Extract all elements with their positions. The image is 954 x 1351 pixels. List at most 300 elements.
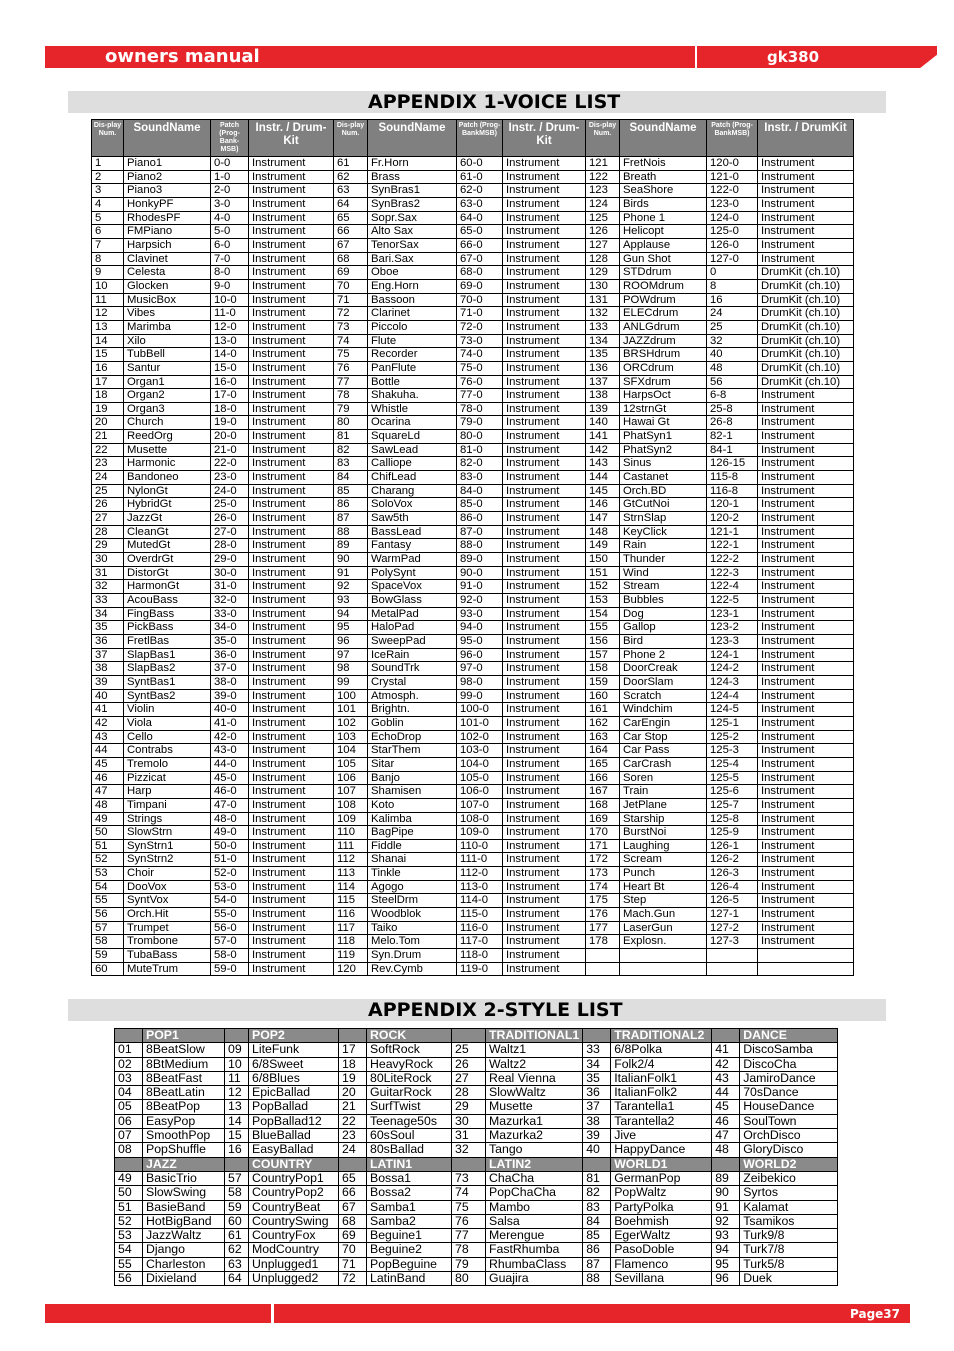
patch-cell: 93-0: [457, 607, 503, 621]
patch-cell: 125-8: [707, 812, 758, 826]
display-num-cell: 140: [586, 416, 620, 430]
patch-cell: 113-0: [457, 880, 503, 894]
instr-cell: Instrument: [503, 553, 586, 567]
sound-name-cell: ROOMdrum: [620, 279, 707, 293]
voice-row: [92, 170, 854, 184]
style-name-cell: CountryBeat: [249, 1200, 339, 1214]
patch-cell: [707, 949, 758, 963]
style-name-cell: ItalianFolk2: [611, 1086, 712, 1100]
sound-name-cell: Shanai: [368, 853, 457, 867]
sound-name-cell: SyntVox: [124, 894, 211, 908]
style-category-header: DANCE: [740, 1029, 838, 1043]
display-num-cell: 6: [92, 225, 124, 239]
style-name-cell: Teenage50s: [367, 1114, 452, 1128]
display-num-cell: 159: [586, 675, 620, 689]
display-num-cell: 149: [586, 539, 620, 553]
instr-cell: Instrument: [503, 894, 586, 908]
display-num-cell: 156: [586, 634, 620, 648]
patch-cell: 127-3: [707, 935, 758, 949]
style-row: [115, 1129, 838, 1143]
sound-name-cell: PickBass: [124, 621, 211, 635]
style-num-cell: 92: [712, 1214, 740, 1228]
sound-name-cell: Strings: [124, 812, 211, 826]
style-name-cell: Charleston: [143, 1257, 225, 1271]
instr-cell: Instrument: [249, 293, 334, 307]
style-name-cell: DiscoCha: [740, 1057, 838, 1071]
display-num-cell: 144: [586, 471, 620, 485]
patch-cell: 70-0: [457, 293, 503, 307]
style-num-cell: 49: [115, 1171, 143, 1185]
sound-name-cell: ReedOrg: [124, 430, 211, 444]
sound-name-cell: Recorder: [368, 348, 457, 362]
instr-cell: Instrument: [249, 744, 334, 758]
patch-cell: 92-0: [457, 594, 503, 608]
display-num-cell: 148: [586, 525, 620, 539]
patch-cell: 27-0: [211, 525, 249, 539]
style-name-cell: PopChaCha: [486, 1186, 583, 1200]
display-num-cell: 21: [92, 430, 124, 444]
sound-name-cell: Harp: [124, 785, 211, 799]
display-num-cell: 54: [92, 880, 124, 894]
sound-name-cell: SlapBas2: [124, 662, 211, 676]
style-num-cell: 04: [115, 1086, 143, 1100]
sound-name-cell: SpaceVox: [368, 580, 457, 594]
style-name-cell: Folk2/4: [611, 1057, 712, 1071]
instr-cell: Instrument: [758, 157, 854, 171]
patch-cell: 125-0: [707, 225, 758, 239]
style-num-header: [712, 1157, 740, 1171]
style-num-cell: 03: [115, 1071, 143, 1085]
patch-cell: 18-0: [211, 402, 249, 416]
instr-cell: Instrument: [249, 935, 334, 949]
appendix2-title: APPENDIX 2-STYLE LIST: [368, 999, 623, 1021]
footer-bar: [45, 1304, 910, 1323]
sound-name-cell: POWdrum: [620, 293, 707, 307]
voice-row: [92, 225, 854, 239]
instr-cell: Instrument: [503, 634, 586, 648]
patch-cell: 118-0: [457, 949, 503, 963]
voice-row: [92, 867, 854, 881]
voice-row: [92, 839, 854, 853]
display-num-cell: 64: [334, 197, 368, 211]
voice-row: [92, 730, 854, 744]
instr-cell: Instrument: [503, 416, 586, 430]
display-num-cell: 103: [334, 730, 368, 744]
instr-cell: Instrument: [249, 716, 334, 730]
instr-cell: Instrument: [758, 935, 854, 949]
sound-name-cell: Castanet: [620, 471, 707, 485]
display-num-cell: 131: [586, 293, 620, 307]
sound-name-cell: Laughing: [620, 839, 707, 853]
display-num-cell: 170: [586, 826, 620, 840]
instr-cell: Instrument: [503, 197, 586, 211]
display-num-cell: 70: [334, 279, 368, 293]
sound-name-cell: Xilo: [124, 334, 211, 348]
patch-cell: 122-0: [707, 184, 758, 198]
instr-cell: Instrument: [758, 389, 854, 403]
instr-cell: [758, 949, 854, 963]
patch-cell: 123-2: [707, 621, 758, 635]
display-num-cell: [586, 962, 620, 976]
style-num-cell: 38: [583, 1114, 611, 1128]
patch-cell: 30-0: [211, 566, 249, 580]
patch-cell: 40: [707, 348, 758, 362]
patch-cell: 24: [707, 307, 758, 321]
style-num-header: [225, 1157, 249, 1171]
patch-cell: 125-7: [707, 798, 758, 812]
style-name-cell: SoftRock: [367, 1043, 452, 1057]
style-name-cell: 80sBallad: [367, 1143, 452, 1157]
patch-cell: 32: [707, 334, 758, 348]
style-num-cell: 07: [115, 1129, 143, 1143]
display-num-cell: 29: [92, 539, 124, 553]
sound-name-cell: Sopr.Sax: [368, 211, 457, 225]
style-num-cell: 05: [115, 1100, 143, 1114]
patch-cell: 120-2: [707, 512, 758, 526]
patch-cell: 52-0: [211, 867, 249, 881]
sound-name-cell: ANLGdrum: [620, 320, 707, 334]
instr-cell: Instrument: [249, 498, 334, 512]
style-row: [115, 1243, 838, 1257]
instr-cell: Instrument: [503, 921, 586, 935]
sound-name-cell: Cello: [124, 730, 211, 744]
sound-name-cell: Gun Shot: [620, 252, 707, 266]
instr-cell: DrumKit (ch.10): [758, 348, 854, 362]
sound-name-cell: [620, 949, 707, 963]
sound-name-cell: 12strnGt: [620, 402, 707, 416]
sound-name-cell: Bassoon: [368, 293, 457, 307]
voice-row: [92, 484, 854, 498]
instr-cell: DrumKit (ch.10): [758, 375, 854, 389]
style-name-cell: Django: [143, 1243, 225, 1257]
voice-row: [92, 634, 854, 648]
display-num-cell: 120: [334, 962, 368, 976]
sound-name-cell: SoundTrk: [368, 662, 457, 676]
instr-cell: Instrument: [249, 853, 334, 867]
sound-name-cell: Fiddle: [368, 839, 457, 853]
sound-name-cell: Bird: [620, 634, 707, 648]
instr-cell: Instrument: [758, 648, 854, 662]
style-num-cell: 44: [712, 1086, 740, 1100]
display-num-cell: 91: [334, 566, 368, 580]
style-name-cell: 70sDance: [740, 1086, 838, 1100]
style-num-cell: 25: [452, 1043, 486, 1057]
instr-cell: Instrument: [249, 771, 334, 785]
style-num-cell: 73: [452, 1171, 486, 1185]
display-num-cell: 164: [586, 744, 620, 758]
style-num-cell: 75: [452, 1200, 486, 1214]
sound-name-cell: Atmosph.: [368, 689, 457, 703]
patch-cell: 126-1: [707, 839, 758, 853]
display-num-cell: 25: [92, 484, 124, 498]
style-num-cell: 69: [339, 1229, 367, 1243]
patch-cell: 74-0: [457, 348, 503, 362]
display-num-cell: 77: [334, 375, 368, 389]
style-row: [115, 1143, 838, 1157]
sound-name-cell: Harpsich: [124, 238, 211, 252]
style-num-cell: 90: [712, 1186, 740, 1200]
patch-cell: 56: [707, 375, 758, 389]
display-num-cell: 129: [586, 266, 620, 280]
display-num-cell: 13: [92, 320, 124, 334]
instr-cell: Instrument: [249, 867, 334, 881]
sound-name-cell: TubBell: [124, 348, 211, 362]
instr-cell: Instrument: [249, 812, 334, 826]
instr-cell: Instrument: [249, 826, 334, 840]
instr-cell: Instrument: [503, 498, 586, 512]
style-row: [115, 1114, 838, 1128]
patch-cell: 122-2: [707, 553, 758, 567]
style-num-cell: 67: [339, 1200, 367, 1214]
sound-name-cell: CarEngin: [620, 716, 707, 730]
display-num-cell: 106: [334, 771, 368, 785]
appendix1-title-bar: [68, 91, 886, 113]
instr-cell: DrumKit (ch.10): [758, 334, 854, 348]
style-name-cell: CountryFox: [249, 1229, 339, 1243]
patch-cell: 26-8: [707, 416, 758, 430]
sound-name-cell: SweepPad: [368, 634, 457, 648]
style-num-cell: 61: [225, 1229, 249, 1243]
header-sound-name: SoundName: [368, 120, 457, 157]
style-name-cell: BasieBand: [143, 1200, 225, 1214]
style-num-cell: 37: [583, 1100, 611, 1114]
instr-cell: Instrument: [249, 471, 334, 485]
style-name-cell: FastRhumba: [486, 1243, 583, 1257]
instr-cell: Instrument: [758, 430, 854, 444]
instr-cell: Instrument: [249, 908, 334, 922]
display-num-cell: 10: [92, 279, 124, 293]
style-category-header: POP2: [249, 1029, 339, 1043]
style-name-cell: LatinBand: [367, 1272, 452, 1286]
voice-row: [92, 375, 854, 389]
patch-cell: 116-0: [457, 921, 503, 935]
style-num-cell: 15: [225, 1129, 249, 1143]
sound-name-cell: Fr.Horn: [368, 157, 457, 171]
style-name-cell: Waltz2: [486, 1057, 583, 1071]
display-num-cell: 50: [92, 826, 124, 840]
style-name-cell: PasoDoble: [611, 1243, 712, 1257]
patch-cell: 80-0: [457, 430, 503, 444]
sound-name-cell: Sitar: [368, 757, 457, 771]
sound-name-cell: FingBass: [124, 607, 211, 621]
instr-cell: Instrument: [503, 867, 586, 881]
sound-name-cell: Birds: [620, 197, 707, 211]
display-num-cell: 166: [586, 771, 620, 785]
style-num-cell: 43: [712, 1071, 740, 1085]
sound-name-cell: Piano2: [124, 170, 211, 184]
style-name-cell: HappyDance: [611, 1143, 712, 1157]
voice-row: [92, 853, 854, 867]
sound-name-cell: Car Pass: [620, 744, 707, 758]
sound-name-cell: CleanGt: [124, 525, 211, 539]
style-num-cell: 23: [339, 1129, 367, 1143]
sound-name-cell: Car Stop: [620, 730, 707, 744]
sound-name-cell: Clavinet: [124, 252, 211, 266]
display-num-cell: 66: [334, 225, 368, 239]
instr-cell: Instrument: [249, 962, 334, 976]
style-name-cell: Turk9/8: [740, 1229, 838, 1243]
instr-cell: Instrument: [503, 389, 586, 403]
style-name-cell: SoulTown: [740, 1114, 838, 1128]
patch-cell: 95-0: [457, 634, 503, 648]
display-num-cell: 82: [334, 443, 368, 457]
instr-cell: Instrument: [758, 921, 854, 935]
sound-name-cell: LaserGun: [620, 921, 707, 935]
display-num-cell: 42: [92, 716, 124, 730]
sound-name-cell: RhodesPF: [124, 211, 211, 225]
display-num-cell: 167: [586, 785, 620, 799]
style-num-cell: 08: [115, 1143, 143, 1157]
display-num-cell: 55: [92, 894, 124, 908]
display-num-cell: 47: [92, 785, 124, 799]
style-name-cell: LiteFunk: [249, 1043, 339, 1057]
instr-cell: Instrument: [503, 238, 586, 252]
patch-cell: 78-0: [457, 402, 503, 416]
patch-cell: 28-0: [211, 539, 249, 553]
display-num-cell: 51: [92, 839, 124, 853]
instr-cell: Instrument: [249, 252, 334, 266]
instr-cell: Instrument: [249, 949, 334, 963]
style-num-cell: 81: [583, 1171, 611, 1185]
patch-cell: 126-5: [707, 894, 758, 908]
display-num-cell: 72: [334, 307, 368, 321]
instr-cell: Instrument: [503, 539, 586, 553]
instr-cell: Instrument: [758, 512, 854, 526]
patch-cell: 126-15: [707, 457, 758, 471]
instr-cell: Instrument: [758, 908, 854, 922]
instr-cell: Instrument: [503, 157, 586, 171]
display-num-cell: 40: [92, 689, 124, 703]
style-num-cell: 50: [115, 1186, 143, 1200]
instr-cell: Instrument: [503, 607, 586, 621]
sound-name-cell: JetPlane: [620, 798, 707, 812]
instr-cell: Instrument: [249, 703, 334, 717]
instr-cell: Instrument: [249, 266, 334, 280]
style-num-cell: 09: [225, 1043, 249, 1057]
display-num-cell: 119: [334, 949, 368, 963]
instr-cell: Instrument: [249, 430, 334, 444]
patch-cell: 37-0: [211, 662, 249, 676]
style-name-cell: Flamenco: [611, 1257, 712, 1271]
display-num-cell: 30: [92, 553, 124, 567]
instr-cell: Instrument: [249, 648, 334, 662]
style-num-cell: 89: [712, 1171, 740, 1185]
display-num-cell: 138: [586, 389, 620, 403]
patch-cell: 124-0: [707, 211, 758, 225]
style-name-cell: PopBallad: [249, 1100, 339, 1114]
display-num-cell: 154: [586, 607, 620, 621]
display-num-cell: 177: [586, 921, 620, 935]
sound-name-cell: Sinus: [620, 457, 707, 471]
sound-name-cell: MusicBox: [124, 293, 211, 307]
voice-row: [92, 307, 854, 321]
voice-row: [92, 908, 854, 922]
header-divider: [695, 46, 697, 68]
patch-cell: 41-0: [211, 716, 249, 730]
patch-cell: 60-0: [457, 157, 503, 171]
patch-cell: 125-9: [707, 826, 758, 840]
sound-name-cell: Breath: [620, 170, 707, 184]
sound-name-cell: DistorGt: [124, 566, 211, 580]
display-num-cell: 15: [92, 348, 124, 362]
patch-cell: 47-0: [211, 798, 249, 812]
patch-cell: 109-0: [457, 826, 503, 840]
patch-cell: 53-0: [211, 880, 249, 894]
style-num-header: [583, 1029, 611, 1043]
patch-cell: 11-0: [211, 307, 249, 321]
sound-name-cell: Musette: [124, 443, 211, 457]
display-num-cell: 78: [334, 389, 368, 403]
instr-cell: Instrument: [249, 457, 334, 471]
display-num-cell: 123: [586, 184, 620, 198]
sound-name-cell: HonkyPF: [124, 197, 211, 211]
display-num-cell: 45: [92, 757, 124, 771]
patch-cell: 19-0: [211, 416, 249, 430]
display-num-cell: 124: [586, 197, 620, 211]
header-patch: Patch (Prog-BankMSB): [707, 120, 758, 157]
style-row: [115, 1200, 838, 1214]
voice-row: [92, 744, 854, 758]
display-num-cell: 94: [334, 607, 368, 621]
voice-row: [92, 471, 854, 485]
display-num-cell: 56: [92, 908, 124, 922]
style-name-cell: PartyPolka: [611, 1200, 712, 1214]
sound-name-cell: SlowStrn: [124, 826, 211, 840]
style-name-cell: PopWaltz: [611, 1186, 712, 1200]
display-num-cell: 90: [334, 553, 368, 567]
instr-cell: Instrument: [249, 416, 334, 430]
sound-name-cell: Saw5th: [368, 512, 457, 526]
patch-cell: 108-0: [457, 812, 503, 826]
voice-row: [92, 662, 854, 676]
voice-row: [92, 293, 854, 307]
style-num-cell: 51: [115, 1200, 143, 1214]
sound-name-cell: JAZZdrum: [620, 334, 707, 348]
style-num-header: [225, 1029, 249, 1043]
style-name-cell: HotBigBand: [143, 1214, 225, 1228]
style-num-cell: 17: [339, 1043, 367, 1057]
patch-cell: 14-0: [211, 348, 249, 362]
instr-cell: Instrument: [503, 621, 586, 635]
sound-name-cell: Orch.BD: [620, 484, 707, 498]
display-num-cell: 153: [586, 594, 620, 608]
display-num-cell: 155: [586, 621, 620, 635]
voice-list-table: [91, 119, 854, 976]
style-row: [115, 1272, 838, 1286]
sound-name-cell: FretNois: [620, 157, 707, 171]
sound-name-cell: Church: [124, 416, 211, 430]
voice-row: [92, 798, 854, 812]
sound-name-cell: SyntBas1: [124, 675, 211, 689]
style-num-cell: 46: [712, 1114, 740, 1128]
patch-cell: 9-0: [211, 279, 249, 293]
patch-cell: 8: [707, 279, 758, 293]
style-row: [115, 1229, 838, 1243]
display-num-cell: 43: [92, 730, 124, 744]
voice-row: [92, 812, 854, 826]
style-num-cell: 80: [452, 1272, 486, 1286]
style-num-cell: 71: [339, 1257, 367, 1271]
patch-cell: 10-0: [211, 293, 249, 307]
sound-name-cell: KeyClick: [620, 525, 707, 539]
instr-cell: Instrument: [249, 225, 334, 239]
patch-cell: 61-0: [457, 170, 503, 184]
style-num-cell: 65: [339, 1171, 367, 1185]
sound-name-cell: Step: [620, 894, 707, 908]
patch-cell: 98-0: [457, 675, 503, 689]
display-num-cell: 3: [92, 184, 124, 198]
display-num-cell: 125: [586, 211, 620, 225]
